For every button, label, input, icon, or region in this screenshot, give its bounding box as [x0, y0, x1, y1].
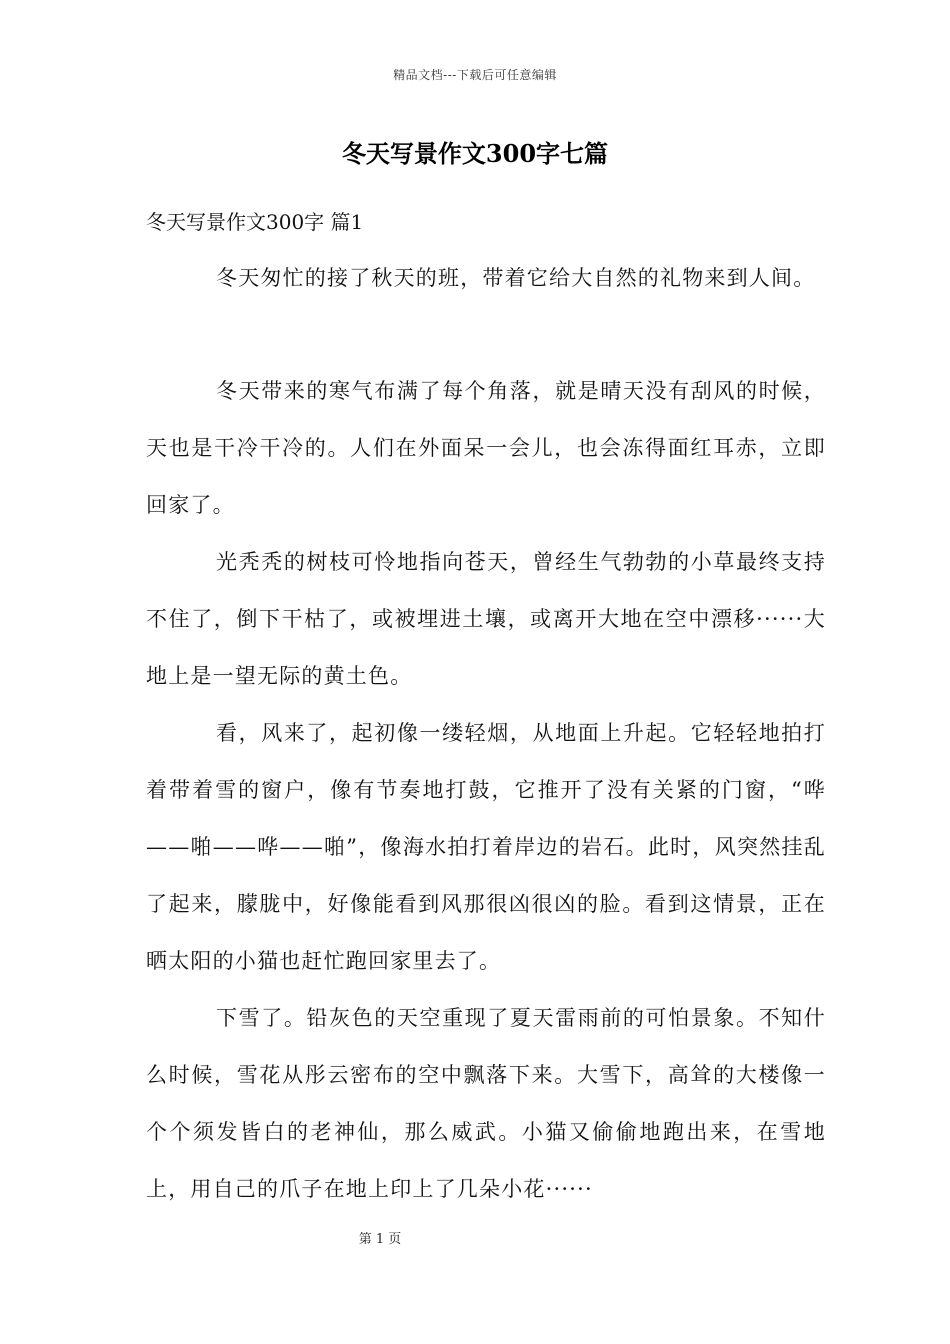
document-body — [146, 250, 826, 1218]
paragraph-gap — [146, 307, 826, 363]
paragraph: 冬天匆忙的接了秋天的班，带着它给大自然的礼物来到人间。 — [216, 266, 816, 290]
paragraph: 冬天带来的寒气布满了每个角落，就是晴天没有刮风的时候，天也是干冷干冷的。人们在外面呆一会儿，也会冻得面红耳赤，立即回家了。 — [146, 379, 826, 517]
paragraph: 看，风来了，起初像一缕轻烟，从地面上升起。它轻轻地拍打着带着雪的窗户，像有节奏地打鼓，它推开了没有关紧的门窗，“哗——啪——哗——啪”，像海水拍打着岸边的岩石。此时，风突然挂乱了起来，朦胧中，好像能看到风那很凶很凶的脸。看到这情景，正在晒太阳的小猫也赶忙跑回家里去了。 — [146, 721, 826, 973]
page-number: 第 1 页 — [358, 1232, 402, 1247]
section-heading: 冬天写景作文300字 篇1 — [146, 210, 364, 234]
paragraph: 光秃秃的树枝可怜地指向苍天，曾经生气勃勃的小草最终支持不住了，倒下干枯了，或被埋进土壤，或离开大地在空中漂移······大地上是一望无际的黄土色。 — [146, 550, 826, 688]
paragraph: 下雪了。铅灰色的天空重现了夏天雷雨前的可怕景象。不知什么时候，雪花从彤云密布的空中飘落下来。大雪下，高耸的大楼像一个个须发皆白的老神仙，那么威武。小猫又偷偷地跑出来，在雪地上，用自己的爪子在地上印上了几朵小花······ — [146, 1006, 826, 1201]
document-title: 冬天写景作文300字七篇 — [341, 139, 609, 168]
header-note: 精品文档---下载后可任意编辑 — [393, 68, 557, 82]
